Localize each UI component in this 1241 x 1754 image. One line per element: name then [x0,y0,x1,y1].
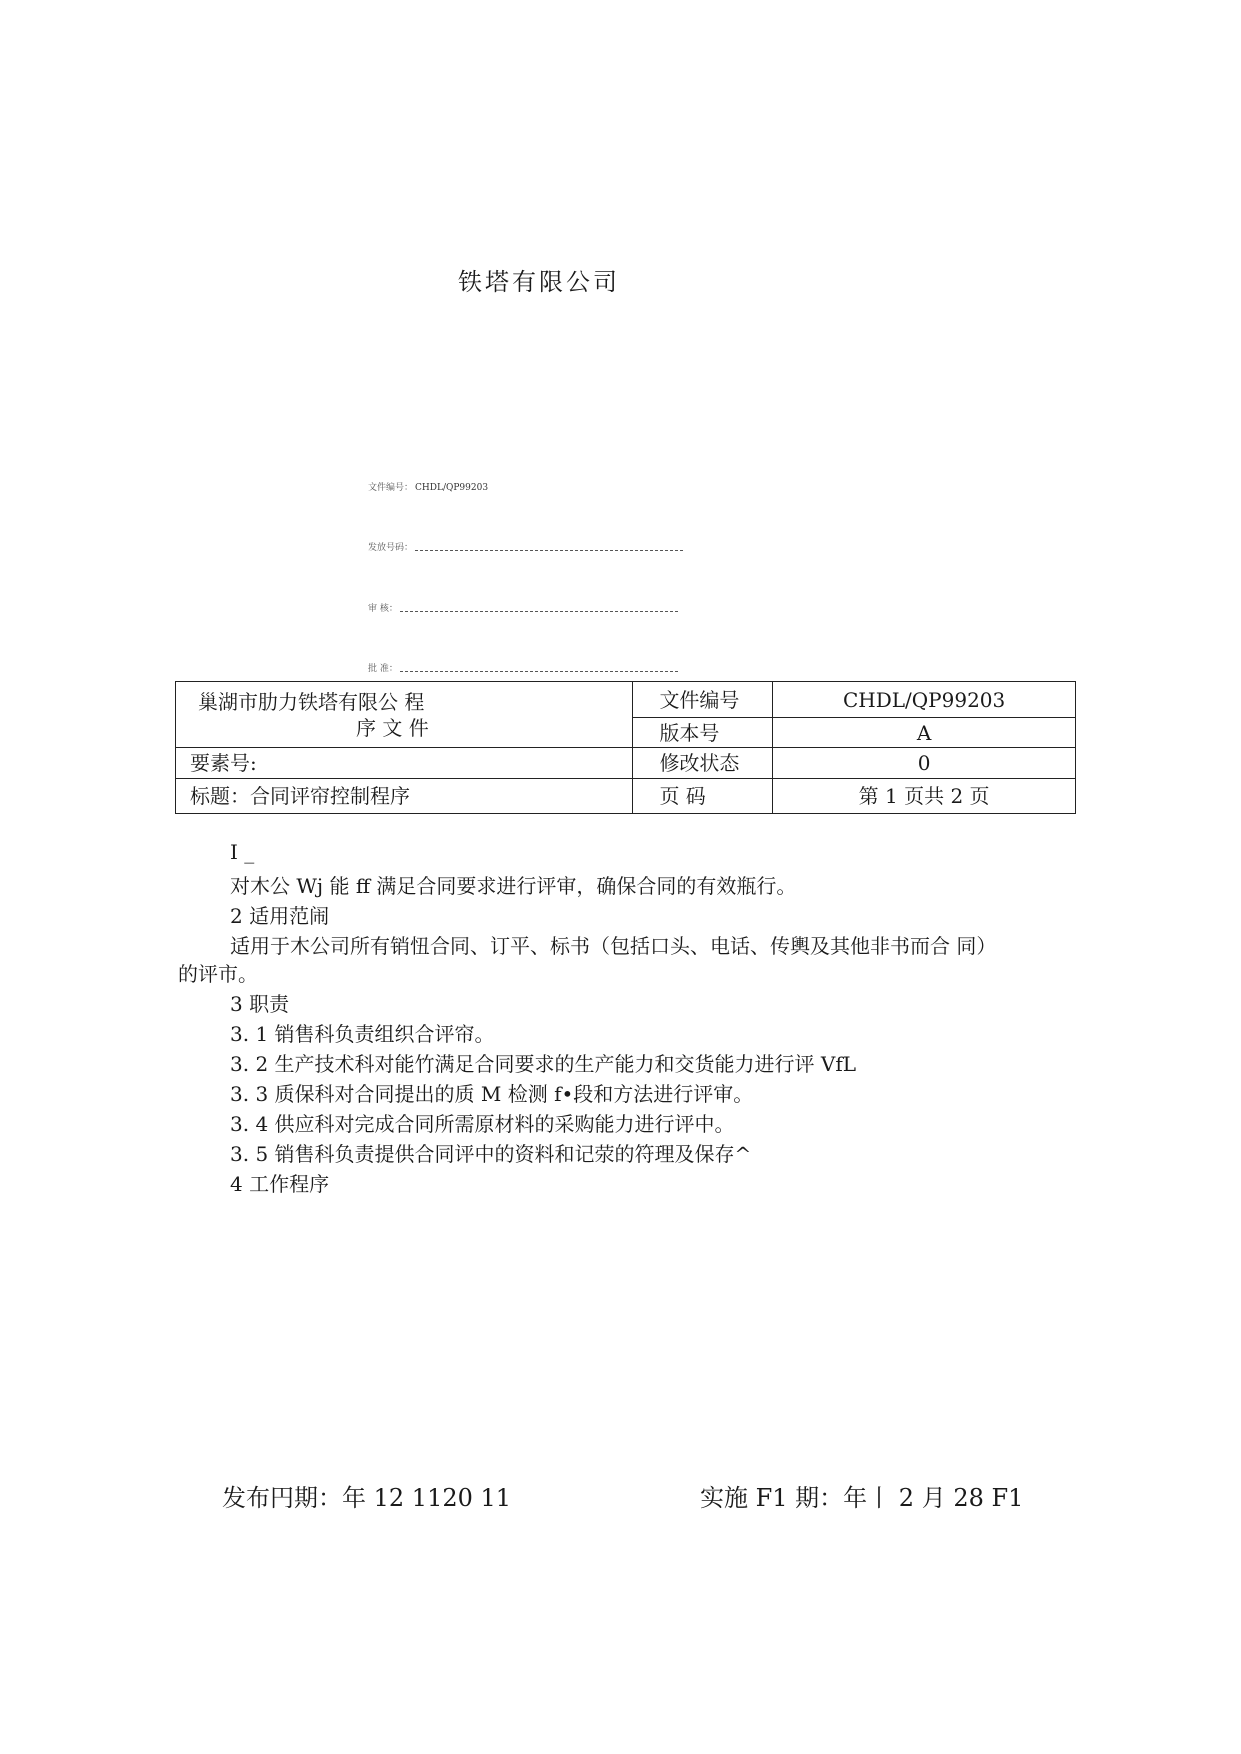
approve-row [368,661,678,674]
page-value-cell: 第 1 页共 2 页 [773,779,1076,814]
page-label-cell: 页 码 [633,779,773,814]
scope-text: 适用于木公司所有销忸合同、订平、标书（包括口头、电话、传輿及其他非书而合 同） [230,934,997,958]
company-line2: 序 文 件 [356,715,429,740]
revision-label-cell: 修改状态 [633,748,773,779]
company-cell [176,682,633,748]
scope-text-cont: 的评市。 [178,962,258,986]
issue-number-label: 发放号码： [368,543,414,553]
duty-3-3: 3. 3 质保科对合同提出的质 M 检测 f•段和方法进行评审。 [230,1082,754,1106]
issue-date: 发布円期：年 12 1120 11 [222,1484,512,1512]
doc-number-row [368,480,488,493]
review-line [400,611,678,612]
issue-number-line [415,550,683,551]
review-label: 审 核： [368,604,398,614]
approve-line [400,671,678,672]
review-row [368,601,678,614]
revision-value-cell: 0 [773,748,1076,779]
doc-number-value: CHDL/QP99203 [415,483,489,493]
table-row [176,748,1076,779]
effective-date: 实施 F1 期：年丨 2 月 28 F1 [700,1484,1024,1512]
version-value-cell: A [773,718,1076,748]
company-line1: 巢湖市肋力铁塔有限公 程 [198,689,425,714]
section-4-heading: 4 工作程序 [230,1172,330,1196]
duty-3-4: 3. 4 供应科对完成合同所需原材料的采购能力进行评中。 [230,1112,735,1136]
duty-3-5: 3. 5 销售科负责提供合同评中的资料和记荥的符理及保存^ [230,1142,752,1166]
duty-3-1: 3. 1 销售科负责组织合评帘。 [230,1022,495,1046]
doc-number-label-cell: 文件编号 [633,682,773,718]
doc-number-label: 文件编号： [368,483,414,493]
document-info-table [175,681,1076,814]
section-2-heading: 2 适用范闹 [230,904,330,928]
title-cell: 标题：合同评帘控制程序 [176,779,633,814]
section-1-heading: I _ [230,840,255,864]
table-row [176,682,1076,718]
table-row [176,779,1076,814]
section-3-heading: 3 职责 [230,992,290,1016]
approve-label: 批 准： [368,664,398,674]
purpose-text: 对木公 Wj 能 ff 满足合同要求进行评审，确保合同的有效瓶行。 [230,874,797,898]
version-label-cell: 版本号 [633,718,773,748]
issue-number-row [368,540,683,553]
company-title: 铁塔有限公司 [458,268,620,296]
doc-number-value-cell: CHDL/QP99203 [773,682,1076,718]
element-number-cell: 要素号: [176,748,633,779]
duty-3-2: 3. 2 生产技术科对能竹满足合同要求的生产能力和交货能力进行评 VfL [230,1052,857,1076]
